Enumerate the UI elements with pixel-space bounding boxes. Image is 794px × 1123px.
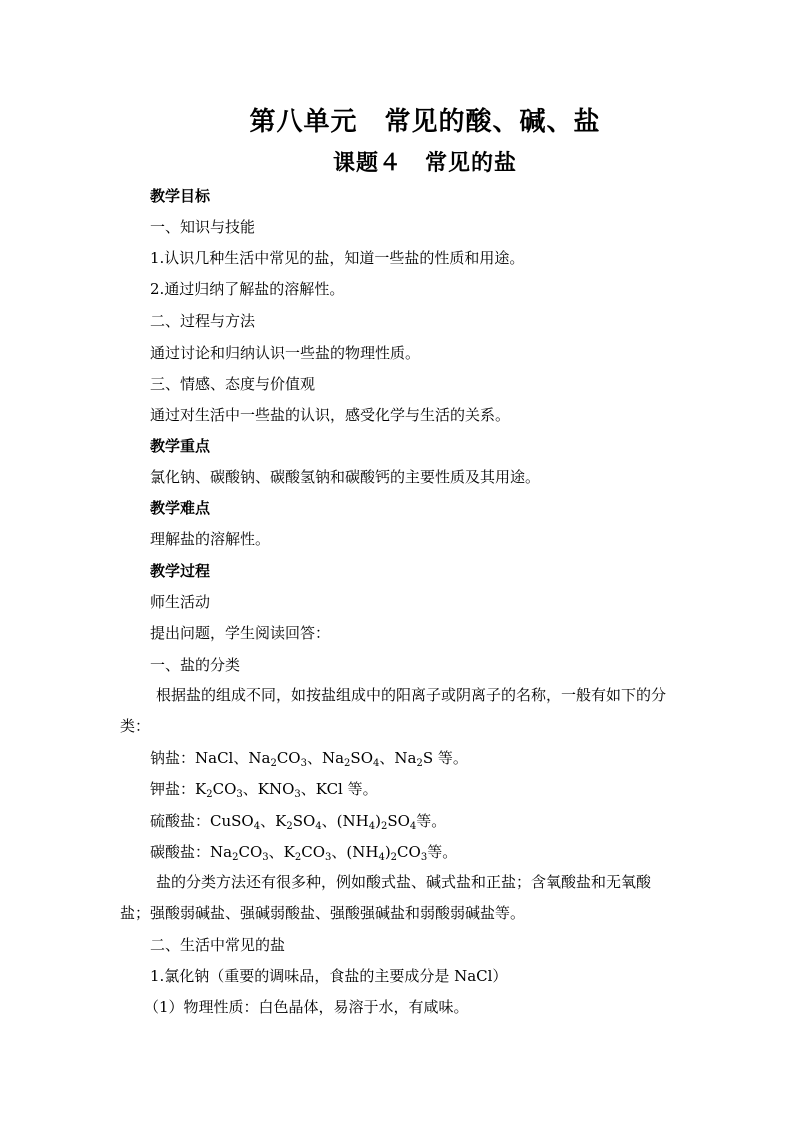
objective-item: 通过讨论和归纳认识一些盐的物理性质。	[150, 344, 421, 362]
objective-item: 1.认识几种生活中常见的盐，知道一些盐的性质和用途。	[150, 249, 525, 267]
potassium-salt-label: 钾盐：	[150, 780, 196, 798]
page-subtitle: 课题４ 常见的盐	[332, 150, 517, 176]
activity-label: 师生活动	[150, 593, 211, 611]
classification-more-paragraph: 盐的分类方法还有很多种，例如酸式盐、碱式盐和正盐；含氧酸盐和无氧酸盐；强酸弱碱盐、强碱弱酸盐、强酸强碱盐和弱酸弱碱盐等。	[120, 873, 652, 922]
objective-item: 2.通过归纳了解盐的溶解性。	[150, 280, 345, 298]
sulfate-salt-formulas: CuSO$_4$、$K_2SO_4$、$(NH_4)_2SO_4$	[210, 812, 417, 832]
process-heading: 教学过程	[150, 562, 211, 580]
potassium-salt-formulas: $K_2CO_3$、$KNO_3$、KCl	[195, 780, 348, 800]
objective-item: 通过对生活中一些盐的认识，感受化学与生活的关系。	[150, 406, 511, 424]
potassium-salt-line: 钾盐：$K_2CO_3$、$KNO_3$、KCl 等。	[150, 780, 378, 800]
section-attitude: 三、情感、态度与价值观	[150, 375, 316, 393]
sulfate-salt-line: 硫酸盐：CuSO$_4$、$K_2SO_4$、$(NH_4)_2SO_4$等。	[150, 812, 447, 832]
sulfate-salt-label: 硫酸盐：	[150, 812, 211, 830]
classification-paragraph: 根据盐的组成不同，如按盐组成中的阳离子或阴离子的名称，一般有如下的分类：	[120, 686, 667, 735]
sodium-chloride-heading: 1.氯化钠（重要的调味品，食盐的主要成分是 NaCl）	[150, 967, 508, 985]
section-knowledge: 一、知识与技能	[150, 218, 256, 236]
difficulty-text: 理解盐的溶解性。	[150, 530, 271, 548]
objectives-heading: 教学目标	[150, 187, 211, 205]
key-text: 氯化钠、碳酸钠、碳酸氢钠和碳酸钙的主要性质及其用途。	[150, 468, 541, 486]
difficulty-heading: 教学难点	[150, 499, 211, 517]
sodium-salt-label: 钠盐：	[150, 749, 196, 767]
question-text: 提出问题，学生阅读回答：	[150, 624, 331, 642]
classification-heading: 一、盐的分类	[150, 656, 241, 674]
sodium-chloride-physical-properties: （1）物理性质：白色晶体，易溶于水，有咸味。	[144, 998, 469, 1016]
carbonate-salt-label: 碳酸盐：	[150, 843, 211, 861]
section-process-method: 二、过程与方法	[150, 312, 256, 330]
common-salts-heading: 二、生活中常见的盐	[150, 936, 286, 954]
carbonate-salt-line: 碳酸盐：$Na_2CO_3$、$K_2CO_3$、$(NH_4)_2CO_3$等。	[150, 843, 458, 863]
carbonate-salt-formulas: $Na_2CO_3$、$K_2CO_3$、$(NH_4)_2CO_3$	[210, 843, 428, 863]
key-heading: 教学重点	[150, 437, 211, 455]
sodium-salt-formulas: NaCl、$Na_2CO_3$、$Na_2SO_4$、$Na_2S$	[195, 749, 438, 769]
page-title: 第八单元 常见的酸、碱、盐	[249, 107, 601, 137]
sodium-salt-line: 钠盐：NaCl、$Na_2CO_3$、$Na_2SO_4$、$Na_2S$ 等。	[150, 749, 468, 769]
